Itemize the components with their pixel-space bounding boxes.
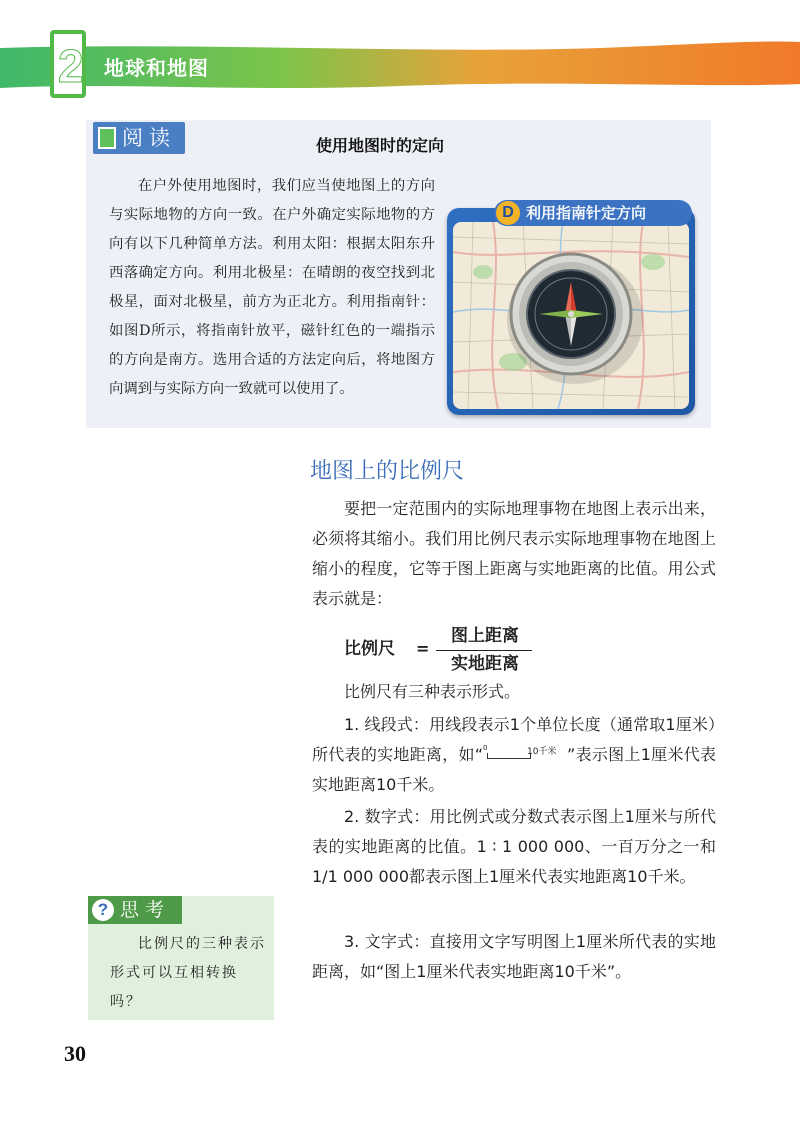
formula-denominator: 实地距离 xyxy=(451,654,519,674)
line-scale-label: 10千米 xyxy=(527,746,557,757)
book-icon xyxy=(98,127,116,149)
scale-form-linear-text: 1. 线段式：用线段表示1个单位长度（通常取1厘米）所代表的实地距离，如“ xyxy=(312,715,716,764)
reading-title: 使用地图时的定向 xyxy=(316,136,445,155)
chapter-number: 2 xyxy=(58,40,84,92)
scale-form-verbal: 3. 文字式：直接用文字写明图上1厘米所代表的实地距离，如“图上1厘米代表实地距离10千米”。 xyxy=(312,932,716,981)
reading-tag-label: 阅读 xyxy=(122,126,176,150)
figure-caption: 利用指南针定方向 xyxy=(526,204,647,222)
section-heading: 地图上的比例尺 xyxy=(310,459,465,484)
scale-form-numeric: 2. 数字式：用比例式或分数式表示图上1厘米与所代表的实地距离的比值。1 ∶ 1 000 000、一百万分之一和1/1 000 000都表示图上1厘米代表实地距离10千米。 xyxy=(312,807,716,886)
section-intro: 要把一定范围内的实际地理事物在地图上表示出来，必须将其缩小。我们用比例尺表示实际地理事物在地图上缩小的程度，它等于图上距离与实地距离的比值。用公式表示就是： xyxy=(312,499,716,608)
think-label: 思考 xyxy=(120,899,171,921)
chapter-title: 地球和地图 xyxy=(104,56,209,80)
compass-on-map-image xyxy=(453,222,689,409)
line-scale-bar xyxy=(487,753,531,759)
fraction-bar xyxy=(436,650,532,651)
question-icon: ? xyxy=(92,899,114,921)
line-scale-example xyxy=(483,743,567,765)
formula-equals: = xyxy=(416,639,430,658)
page-number: 30 xyxy=(64,1041,86,1066)
scale-form-linear-text-end: ”表示图上1厘米代表实地距离10千米。 xyxy=(312,745,716,794)
think-body: 比例尺的三种表示形式可以互相转换吗？ xyxy=(110,936,266,1010)
figure-letter: D xyxy=(496,201,520,225)
forms-intro: 比例尺有三种表示形式。 xyxy=(344,682,521,701)
formula-lhs: 比例尺 xyxy=(344,639,395,659)
scale-form-linear xyxy=(312,710,716,800)
formula-numerator: 图上距离 xyxy=(451,626,519,646)
line-scale-zero: 0 xyxy=(483,743,488,752)
reading-body: 在户外使用地图时，我们应当使地图上的方向与实际地物的方向一致。在户外确定实际地物的方向有以下几种简单方法。利用太阳：根据太阳东升西落确定方向。利用北极星：在晴朗的夜空找到北极星，面对北极星，前方为正北方。利用指南针：如图D所示，将指南针放平，磁针红色的一端指示的方向是南方。选用合适的方法定向后，将地图方向调到与实际方向一致就可以使用了。 xyxy=(109,178,435,397)
